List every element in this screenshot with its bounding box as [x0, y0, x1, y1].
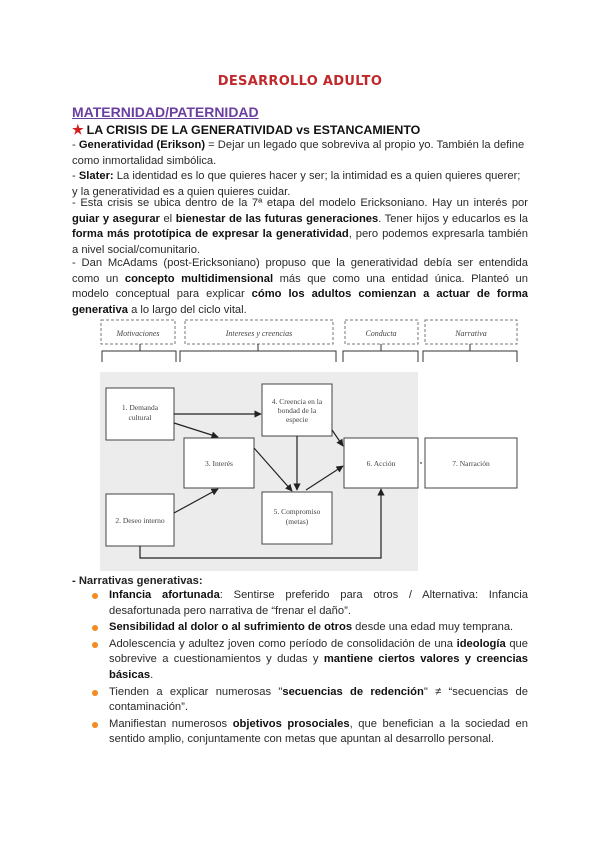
list-item: Adolescencia y adultez joven como período de consolidación de una ideología que sobrevive a cuestionamientos y dudas y mantiene ciertos valores y creencias básicas.	[90, 637, 528, 684]
bullet-dot-icon	[92, 593, 98, 599]
label-creencia-1: 4. Creencia en la	[271, 397, 323, 406]
paragraph-crisis: - Esta crisis se ubica dentro de la 7ª etapa del modelo Ericksoniano. Hay un interés por guiar y asegurar el bienestar de las futuras generaciones. Tener hijos y educarlos es la forma más prototípica de expresar la generatividad, pero podemos expresarla también a nivel social/comunitario.	[72, 197, 528, 256]
list-item: Tienden a explicar numerosas "secuencias de redención" ≠ “secuencias de contaminación”.	[90, 685, 528, 716]
label-demanda: 1. Demanda	[121, 403, 159, 412]
bracket-conducta	[343, 344, 418, 362]
label-accion: 6. Acción	[366, 459, 396, 468]
mcadams-diagram	[100, 318, 530, 571]
label-interes: 3. Interés	[205, 459, 233, 468]
label-compromiso-1: 5. Compromiso	[273, 507, 321, 516]
header-narrativa: Narrativa	[455, 329, 487, 338]
section-title: MATERNIDAD/PATERNIDAD	[72, 104, 259, 120]
bracket-narrativa	[423, 344, 517, 362]
paragraph-mcadams: - Dan McAdams (post-Ericksoniano) propuso que la generatividad debía ser entendida como un concepto multidimensional más que como una entidad única. Planteó un modelo conceptual para explicar cómo los adultos comienzan a actuar de forma generativa a lo largo del ciclo vital.	[72, 257, 528, 316]
bracket-motivaciones	[102, 344, 176, 362]
label-narracion: 7. Narración	[452, 459, 490, 468]
list-item: Sensibilidad al dolor o al sufrimiento de otros desde una edad muy temprana.	[90, 620, 528, 636]
header-motivaciones: Motivaciones	[116, 329, 160, 338]
narratives-title: - Narrativas generativas:	[72, 575, 203, 587]
subheading-text: LA CRISIS DE LA GENERATIVIDAD vs ESTANCAMIENTO	[86, 123, 421, 137]
paragraph-generatividad: - Generatividad (Erikson) = Dejar un legado que sobreviva al propio yo. También la define como inmortalidad simbólica.	[72, 139, 525, 167]
list-item: Infancia afortunada: Sentirse preferido para otros / Alternativa: Infancia desafortunada pero narrativa de “frenar el daño”.	[90, 588, 528, 619]
bullet-dot-icon	[92, 625, 98, 631]
label-creencia-3: especie	[285, 415, 309, 424]
paragraph-slater: - Slater: La identidad es lo que quieres hacer y ser; la intimidad es a quien quieres querer; y la generatividad es a quien quieres cuidar.	[72, 170, 521, 198]
label-creencia-2: bondad de la	[277, 406, 317, 415]
subheading	[72, 122, 420, 138]
page-title: DESARROLLO ADULTO	[217, 74, 383, 89]
bullet-dot-icon	[92, 690, 98, 696]
bracket-intereses	[180, 344, 336, 362]
bullet-dot-icon	[92, 642, 98, 648]
label-deseo: 2. Deseo interno	[115, 516, 165, 525]
header-conducta: Conducta	[365, 329, 397, 338]
list-item: Manifiestan numerosos objetivos prosociales, que benefician a la sociedad en sentido amplio, conjuntamente con metas que apuntan al desarrollo personal.	[90, 717, 528, 748]
bullet-dot-icon	[92, 722, 98, 728]
label-demanda-2: cultural	[128, 413, 152, 422]
header-intereses: Intereses y creencias	[225, 329, 293, 338]
narratives-list	[90, 588, 528, 749]
label-compromiso-2: (metas)	[285, 517, 309, 526]
star-icon: ★	[72, 122, 84, 137]
